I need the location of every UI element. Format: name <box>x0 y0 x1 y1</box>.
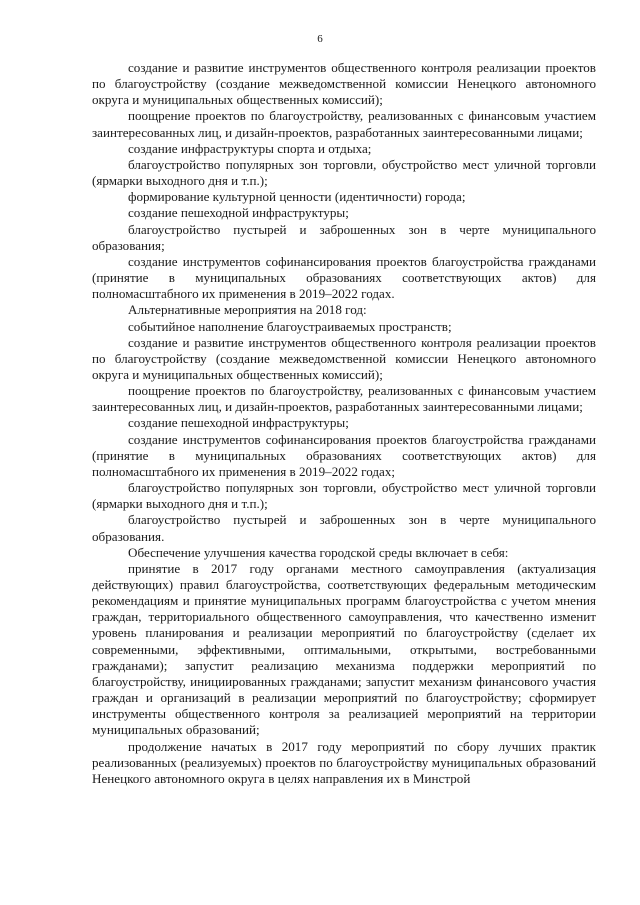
paragraph: создание инструментов софинансирования проектов благоустройства гражданами (принятие в муниципальных образованиях соответствующих актов) для полномасштабного их применения в 2019–2022 годах. <box>92 253 596 302</box>
paragraph: создание пешеходной инфраструктуры; <box>128 205 349 221</box>
paragraph: благоустройство пустырей и заброшенных зон в черте муниципального образования. <box>92 512 596 544</box>
paragraph: благоустройство популярных зон торговли, обустройство мест уличной торговли (ярмарки выходного дня и т.п.); <box>92 156 596 189</box>
paragraph: создание и развитие инструментов общественного контроля реализации проектов по благоустройству (создание межведомственной комиссии Ненецкого автономного округа и муниципальных общественных комиссий); <box>92 60 596 108</box>
paragraph: Обеспечение улучшения качества городской среды включает в себя: <box>128 544 509 560</box>
paragraph: поощрение проектов по благоустройству, реализованных с финансовым участием заинтересованных лиц, и дизайн-проектов, разработанных заинтересованными лицами; <box>92 383 596 415</box>
paragraph: благоустройство пустырей и заброшенных зон в черте муниципального образования; <box>92 221 596 253</box>
paragraph: Альтернативные мероприятия на 2018 год: <box>128 302 367 318</box>
document-body <box>92 60 596 787</box>
page-number: 6 <box>317 33 323 45</box>
paragraph: благоустройство популярных зон торговли, обустройство мест уличной торговли (ярмарки выходного дня и т.п.); <box>92 480 596 512</box>
paragraph: событийное наполнение благоустраиваемых пространств; <box>128 318 452 334</box>
paragraph: создание инфраструктуры спорта и отдыха; <box>128 140 372 156</box>
paragraph: создание и развитие инструментов общественного контроля реализации проектов по благоустройству (создание межведомственной комиссии Ненецкого автономного округа и муниципальных общественных комиссий); <box>92 334 596 382</box>
paragraph: создание пешеходной инфраструктуры; <box>128 415 349 431</box>
paragraph: создание инструментов софинансирования проектов благоустройства гражданами (принятие в муниципальных образованиях соответствующих актов) для полномасштабного их применения в 2019–2022 годах; <box>92 431 596 479</box>
paragraph: формирование культурной ценности (идентичности) города; <box>128 189 466 205</box>
paragraph: поощрение проектов по благоустройству, реализованных с финансовым участием заинтересованных лиц, и дизайн-проектов, разработанных заинтересованными лицами; <box>92 108 596 140</box>
paragraph: продолжение начатых в 2017 году мероприятий по сбору лучших практик реализованных (реализуемых) проектов по благоустройству муниципальных образований Ненецкого автономного округа в целях направления их в Минстрой <box>92 738 596 786</box>
paragraph: принятие в 2017 году органами местного самоуправления (актуализация действующих) правил благоустройства, соответствующих федеральным методическим рекомендациям и принятие муниципальных программ благоустройства с учетом мнения граждан, территориального общественного самоуправления, что качественно изменит уровень планирования и реализации мероприятий по благоустройству (сделает их современными, эффективными, оптимальными, открытыми, востребованными гражданами); запустит реализацию механизма поддержки мероприятий по благоустройству, инициированных гражданами; запустит механизм финансового участия граждан и организаций в реализации мероприятий по благоустройству; сформирует инструменты общественного контроля за реализацией мероприятий на территории муниципальных образований; <box>92 560 596 738</box>
